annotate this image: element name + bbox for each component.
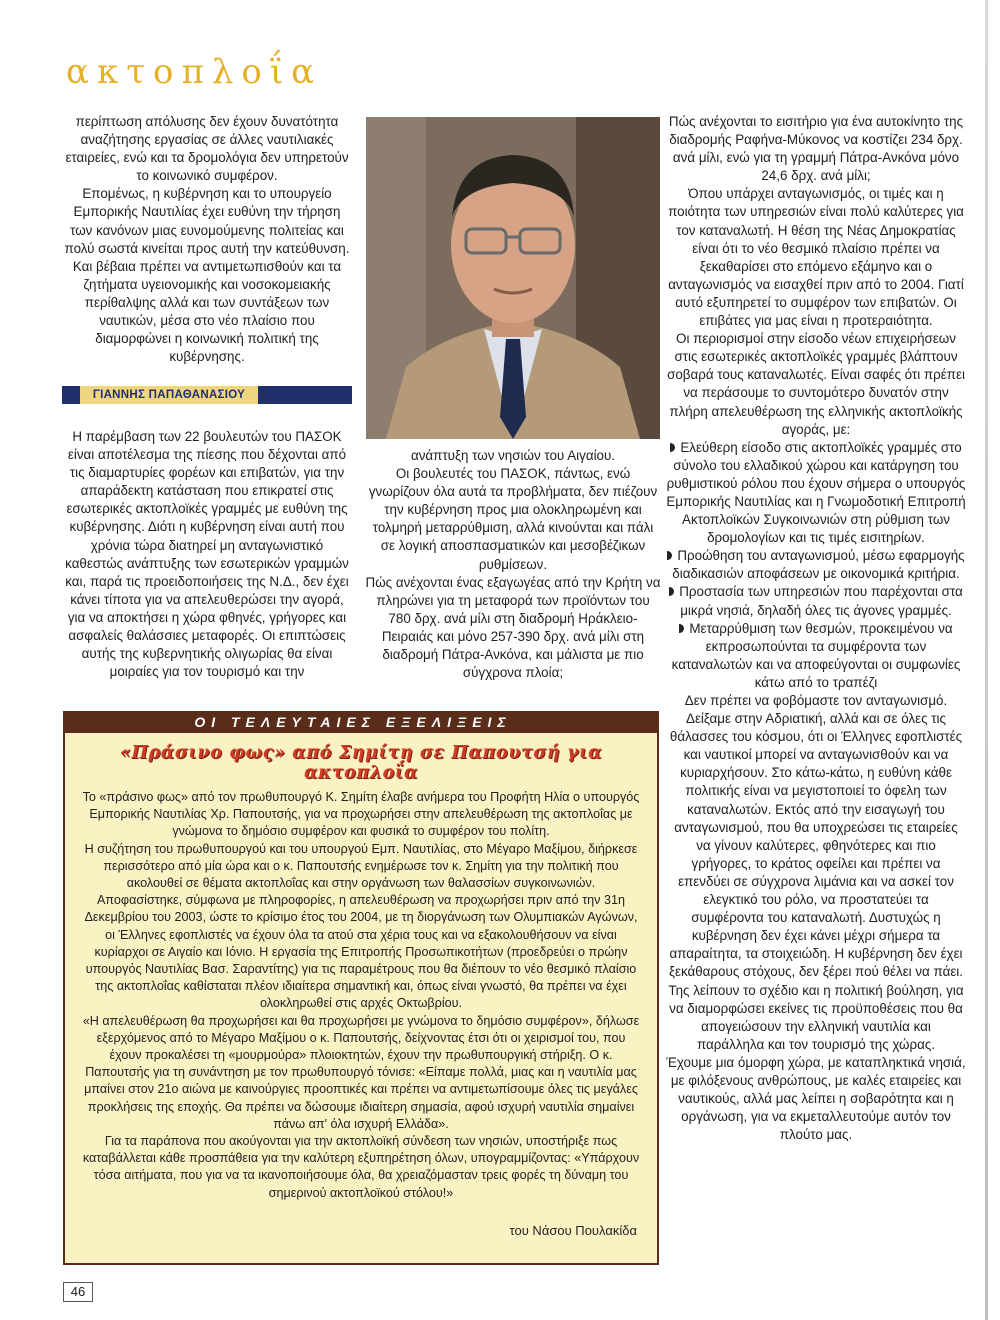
paragraph: Πώς ανέχονται ένας εξαγωγέας από την Κρήτη να πληρώνει για τη μεταφορά των προϊόντων του 780 δρχ. ανά μίλι στη διαδρομή Ηράκλειο-Πειραιάς και μόνο 257-390 δρχ. ανά μίλι στη διαδρομή Πάτρα-Ανκόνα, και μάλιστα με πιο σύγχρονα πλοία; [365, 574, 661, 681]
box-paragraph: Για τα παράπονα που ακούγονται για την ακτοπλοϊκή σύνδεση των νησιών, υποστήριξε πως καταβάλλεται κάθε προσπάθεια για την καλύτερη εξυπηρέτηση όλων, υπογραμμίζοντας: «Υπάρχουν τόσα αιτήματα, που για να τα ικανοποιήσουμε όλα, θα χρειαζόμασταν τρεις φορές τη δύναμη του σημερινού ακτοπλοϊκού στόλου!» [82, 1134, 640, 1200]
box-paragraph: Το «πράσινο φως» από τον πρωθυπουργό Κ. Σημίτη έλαβε ανήμερα του Προφήτη Ηλία ο υπουργός Εμπορικής Ναυτιλίας Χρ. Παπουτσής, για να προχωρήσει στην απελευθέρωση της ακτοπλοΐας με γνώμονα το δημόσιο συμφέρον και φυσικά το συμφέρον του πολίτη. [82, 790, 640, 839]
paragraph: Πώς ανέχονται το εισιτήριο για ένα αυτοκίνητο της διαδρομής Ραφήνα-Μύκονος να κοστίζει 234 δρχ. ανά μίλι, ενώ για τη γραμμή Πάτρα-Ανκόνα μόνο 24,6 δρχ. ανά μίλι; [668, 114, 964, 184]
paragraph: Όπου υπάρχει ανταγωνισμός, οι τιμές και η ποιότητα των υπηρεσιών είναι πολύ καλύτερες για τον καταναλωτή. Η θέση της Νέας Δημοκρατίας είναι ότι το νέο θεσμικό πλαίσιο πρέπει να ξεκαθαρίσει στο επόμενο εξάμηνο και ο ανταγωνισμός να εισαχθεί πριν από το 2004. Γιατί αυτό εξυπηρετεί το συμφέρον των επιβατών. Οι επιβάτες για μας είναι η προτεραιότητα. [668, 186, 964, 329]
bullet-item: Προώθηση του ανταγωνισμού, μέσω εφαρμογής διαδικασιών αποφάσεων με οικονομικά κριτήρια. [666, 547, 966, 583]
paragraph: Επομένως, η κυβέρνηση και το υπουργείο Εμπορικής Ναυτιλίας έχει ευθύνη την τήρηση των κανόνων μιας ευνομούμενης πολιτείας και πολύ σωστά κινείται προς αυτή την κατεύθυνση. [64, 186, 350, 256]
box-paragraph: «Η απελευθέρωση θα προχωρήσει και θα προχωρήσει με γνώμονα το δημόσιο συμφέρον», δήλωσε εξερχόμενος από το Μέγαρο Μαξίμου ο κ. Παπουτσής, δείχνοντας έτσι ότι οι χειρισμοί του, που έχουν προκαλέσει τη «μουρμούρα» πλοιοκτητών, έχουν την πρωθυπουργική στήριξη. Ο κ. Παπουτσής για τη συνάντηση με τον πρωθυπουργό τόνισε: «Είπαμε πολλά, μιας και η ναυτιλία μας μπαίνει στον 21ο αιώνα με καινούργιες προοπτικές και πρέπει να αντιμετωπίσουμε όλες τις μεγάλες προκλήσεις της εποχής. Θα πρέπει να δώσουμε ιδιαίτερη σημασία, αφού ισχυρή ναυτιλία σημαίνει πάνω απ' όλα ισχυρή Ελλάδα». [82, 1013, 640, 1131]
paragraph: Οι βουλευτές του ΠΑΣΟΚ, πάντως, ενώ γνωρίζουν όλα αυτά τα προβλήματα, δεν πιέζουν την κυβέρνηση προς μια ολοκληρωμένη και τολμηρή μεταρρύθμιση, αλλά κινούνται και πάλι σε λογική αποσπασματικών και μεσοβέζικων ρυθμίσεων. [368, 466, 658, 572]
box-paragraph: Η συζήτηση του πρωθυπουργού και του υπουργού Εμπ. Ναυτιλίας, στο Μέγαρο Μαξίμου, διήρκεσε περισσότερο από μία ώρα και ο κ. Παπουτσής ενημέρωσε τον κ. Σημίτη για την πολιτική που ακολουθεί σε θέματα ακτοπλοΐας και στην οργάνωση των θαλασσίων συγκοινωνιών. [84, 841, 638, 891]
paragraph: Οι περιορισμοί στην είσοδο νέων επιχειρήσεων στις εσωτερικές ακτοπλοϊκές γραμμές βλάπτουν σοβαρά τους καταναλωτές. Είναι σαφές ότι πρέπει να περάσουμε το συντομότερο δυνατόν στην πλήρη απελευθέρωση της ελληνικής ακτοπλοϊκής αγοράς, με: [667, 331, 965, 437]
author-bar [62, 386, 352, 404]
column-middle [364, 447, 662, 682]
box-signature: του Νάσου Πουλακίδα [509, 1223, 637, 1238]
portrait-photo [366, 117, 660, 439]
paragraph: Η παρέμβαση των 22 βουλευτών του ΠΑΣΟΚ είναι αποτέλεσμα της πίεσης που δέχονται από τις διαμαρτυρίες φορέων και επιβατών, για την απαράδεκτη κατάσταση που επικρατεί στις εσωτερικές ακτοπλοϊκές γραμμές με ευθύνη της κυβέρνησης. Διότι η κυβέρνηση είναι αυτή που χρόνια τώρα διατηρεί μη ανταγωνιστικό καθεστώς ανάπτυξης των εσωτερικών γραμμών και, παρά τις προειδοποιήσεις της Ν.Δ., δεν έχει κάνει τίποτα για να απελευθερώσει την αγορά, για να αποκτήσει η χώρα φθηνές, γρήγορες και ασφαλείς θαλάσσιες μεταφορές. Οι επιπτώσεις αυτής της κυβερνητικής ολιγωρίας θα είναι μοιραίες για τον τουρισμό και την [65, 429, 349, 680]
bullet-item: Προστασία των υπηρεσιών που παρέχονται στα μικρά νησιά, δηλαδή όλες τις άγονες γραμμές. [666, 583, 966, 619]
page-edge [985, 0, 988, 1320]
paragraph: ανάπτυξη των νησιών του Αιγαίου. [410, 448, 616, 463]
box-title: «Πράσινο φως» από Σημίτη σε Παπουτσή για ακτοπλοΐα [119, 743, 603, 783]
news-box [63, 733, 659, 1265]
box-body [79, 789, 643, 1202]
bullet-item: Μεταρρύθμιση των θεσμών, προκειμένου να εκπροσωπούνται τα συμφέροντα των καταναλωτών και να αποφεύγονται οι συμφωνίες κάτω από το τραπέζι [666, 620, 966, 692]
column-right [666, 113, 966, 1144]
box-header-tail [643, 711, 659, 733]
bullet-item: Ελεύθερη είσοδο στις ακτοπλοϊκές γραμμές στο σύνολο του ελλαδικού χώρου και κατάργηση του ρυθμιστικού ρόλου που έχουν σήμερα ο υπουργός Εμπορικής Ναυτιλίας και η Γνωμοδοτική Επιτροπή Ακτοπλοϊκών Συγκοινωνιών στη ρύθμιση των δρομολογίων και τις τιμές εισιτηρίων. [666, 439, 966, 548]
paragraph: Και βέβαια πρέπει να αντιμετωπισθούν και τα ζητήματα υγειονομικής και νοσοκομειακής περίθαλψης αλλά και των συντάξεων των ναυτικών, μέσα στο νέο πλαίσιο που διαμορφώνει η κοινωνική πολιτική της κυβέρνησης. [72, 258, 342, 365]
paragraph: Δεν πρέπει να φοβόμαστε τον ανταγωνισμό. Δείξαμε στην Αδριατική, αλλά και σε όλες τις θάλασσες του κόσμου, ότι οι Έλληνες εφοπλιστές και ναυτικοί μπορεί να ανταγωνισθούν και να κυριαρχήσουν. Στο κάτω-κάτω, η ευθύνη κάθε πολιτικής είναι να μεγιστοποιεί το όφελη των καταναλωτών. Εκτός από την εισαγωγή του ανταγωνισμού, που θα υποχρεώσει τις εταιρείες να γίνουν καλύτερες, φθηνότερες και πιο γρήγορες, το κράτος οφείλει και πρέπει να επενδύει σε σύγχρονα λιμάνια και να ασκεί τον ελεγκτικό του ρόλο, να προστατεύει τα συμφέροντα του καταναλωτή. Δυστυχώς η κυβέρνηση δεν έχει κάνει μέχρι σήμερα τα απαραίτητα, τα στοιχειώδη. Η κυβέρνηση δεν έχει ξεκάθαρους στόχους, δεν ξέρει πού θέλει να πάει. Της λείπουν το σχέδιο και η πολιτική βούληση, για να διαμορφώσει εκείνες τις προϋποθέσεις που θα απογειώσουν την ελληνική ναυτιλία και παράλληλα και τον τουρισμό της χώρας. [668, 693, 964, 1052]
author-name: ΓΙΑΝΝΗΣ ΠΑΠΑΘΑΝΑΣΙΟΥ [80, 386, 258, 404]
page-number: 46 [63, 1282, 93, 1302]
column-left-top [62, 113, 352, 366]
box-header [63, 711, 643, 733]
box-paragraph: Αποφασίστηκε, σύμφωνα με πληροφορίες, η απελευθέρωση να προχωρήσει πριν από την 31η Δεκεμβρίου του 2003, ώστε το κρίσιμο έτος του 2004, με τη διοργάνωση των Ολυμπιακών Αγώνων, οι Έλληνες εφοπλιστές να έχουν όλα τα ατού στα χέρια τους και να εξακολουθήσουν να είναι κυρίαρχοι σε Αιγαίο και Ιόνιο. Η εργασία της Επιτροπής Προσωπικοτήτων (προεδρεύει ο πρώην υπουργός Ναυτιλίας Βασ. Σαραντίτης) για τις παραμέτρους που θα διέπουν το νέο θεσμικό πλαίσιο της ακτοπλοΐας καθίσταται πλέον ιδιαίτερα σημαντική και, όπως είναι γνωστό, θα πρέπει να έχει ολοκληρωθεί στις αρχές Οκτωβρίου. [84, 893, 638, 1011]
box-header-label: ΟΙ ΤΕΛΕΥΤΑΙΕΣ ΕΞΕΛΙΞΕΙΣ [194, 714, 512, 730]
column-left-bottom [62, 428, 352, 681]
section-title: ακτοπλοΐα [66, 52, 323, 92]
paragraph: Έχουμε μια όμορφη χώρα, με καταπληκτικά νησιά, με φιλόξενους ανθρώπους, με καλές εταιρείες και ναυτικούς, αλλά μας λείπει η σοβαρότητα και η οργάνωση, για να εκμεταλλευτούμε αυτόν τον πλούτο μας. [666, 1054, 966, 1143]
paragraph: περίπτωση απόλυσης δεν έχουν δυνατότητα αναζήτησης εργασίας σε άλλες ναυτιλιακές εταιρείες, ενώ και τα δρομολόγια δεν υπηρετούν το κοινωνικό συμφέρον. [65, 114, 349, 184]
